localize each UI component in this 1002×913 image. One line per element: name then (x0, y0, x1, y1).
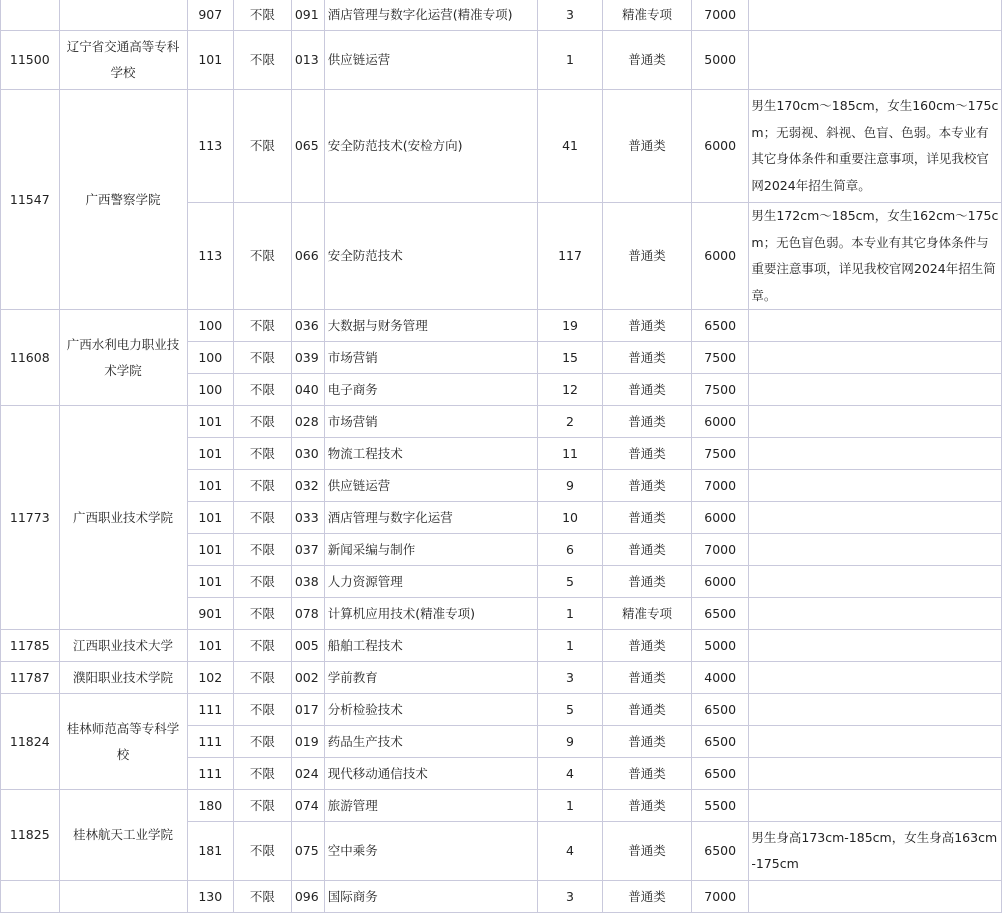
school-name (59, 0, 187, 31)
plan-type: 普通类 (603, 203, 692, 310)
plan-type: 普通类 (603, 881, 692, 913)
major-name: 学前教育 (324, 662, 537, 694)
major-name: 大数据与财务管理 (324, 310, 537, 342)
major-name: 安全防范技术(安检方向) (324, 90, 537, 203)
major-code: 078 (291, 598, 324, 630)
plan-type: 普通类 (603, 726, 692, 758)
plan-count: 12 (538, 374, 603, 406)
subject-requirement: 不限 (233, 790, 291, 822)
tuition-fee: 4000 (692, 662, 749, 694)
major-name: 供应链运营 (324, 470, 537, 502)
school-name: 江西职业技术大学 (59, 630, 187, 662)
plan-count: 41 (538, 90, 603, 203)
remarks (749, 31, 1002, 90)
plan-count: 4 (538, 758, 603, 790)
plan-count: 1 (538, 790, 603, 822)
subject-requirement: 不限 (233, 726, 291, 758)
major-name: 酒店管理与数字化运营(精准专项) (324, 0, 537, 31)
tuition-fee: 7500 (692, 438, 749, 470)
subject-requirement: 不限 (233, 310, 291, 342)
subject-requirement: 不限 (233, 438, 291, 470)
group-code: 907 (187, 0, 233, 31)
group-code: 901 (187, 598, 233, 630)
table-row (1, 90, 1002, 203)
major-code: 017 (291, 694, 324, 726)
plan-count: 15 (538, 342, 603, 374)
plan-type: 普通类 (603, 374, 692, 406)
table-row (1, 790, 1002, 822)
school-name: 濮阳职业技术学院 (59, 662, 187, 694)
plan-type: 普通类 (603, 31, 692, 90)
major-name: 计算机应用技术(精准专项) (324, 598, 537, 630)
group-code: 111 (187, 694, 233, 726)
plan-count: 1 (538, 31, 603, 90)
plan-count: 117 (538, 203, 603, 310)
tuition-fee: 6500 (692, 694, 749, 726)
remarks (749, 758, 1002, 790)
tuition-fee: 6000 (692, 566, 749, 598)
school-code: 11500 (1, 31, 60, 90)
remarks: 男生身高173cm-185cm，女生身高163cm-175cm (749, 822, 1002, 881)
tuition-fee: 6000 (692, 90, 749, 203)
tuition-fee: 5000 (692, 630, 749, 662)
plan-count: 4 (538, 822, 603, 881)
subject-requirement: 不限 (233, 534, 291, 566)
remarks (749, 406, 1002, 438)
group-code: 101 (187, 566, 233, 598)
table-row (1, 881, 1002, 913)
plan-type: 普通类 (603, 90, 692, 203)
school-code: 11785 (1, 630, 60, 662)
tuition-fee: 6000 (692, 203, 749, 310)
remarks (749, 662, 1002, 694)
subject-requirement: 不限 (233, 31, 291, 90)
plan-count: 3 (538, 662, 603, 694)
school-code: 11824 (1, 694, 60, 790)
remarks (749, 342, 1002, 374)
major-name: 电子商务 (324, 374, 537, 406)
remarks (749, 438, 1002, 470)
plan-count: 11 (538, 438, 603, 470)
school-code: 11787 (1, 662, 60, 694)
group-code: 130 (187, 881, 233, 913)
group-code: 111 (187, 726, 233, 758)
plan-count: 3 (538, 0, 603, 31)
school-code: 11773 (1, 406, 60, 630)
tuition-fee: 6500 (692, 598, 749, 630)
subject-requirement: 不限 (233, 758, 291, 790)
plan-count: 2 (538, 406, 603, 438)
remarks (749, 0, 1002, 31)
plan-type: 普通类 (603, 566, 692, 598)
plan-count: 5 (538, 566, 603, 598)
major-code: 038 (291, 566, 324, 598)
school-code: 11825 (1, 790, 60, 881)
major-code: 075 (291, 822, 324, 881)
group-code: 101 (187, 470, 233, 502)
subject-requirement: 不限 (233, 203, 291, 310)
subject-requirement: 不限 (233, 630, 291, 662)
subject-requirement: 不限 (233, 598, 291, 630)
group-code: 101 (187, 438, 233, 470)
major-code: 024 (291, 758, 324, 790)
table-row (1, 694, 1002, 726)
table-body (1, 0, 1002, 913)
major-code: 096 (291, 881, 324, 913)
major-name: 分析检验技术 (324, 694, 537, 726)
major-name: 市场营销 (324, 342, 537, 374)
table-row (1, 310, 1002, 342)
subject-requirement: 不限 (233, 502, 291, 534)
group-code: 102 (187, 662, 233, 694)
subject-requirement: 不限 (233, 470, 291, 502)
plan-type: 普通类 (603, 822, 692, 881)
subject-requirement: 不限 (233, 342, 291, 374)
school-name: 桂林航天工业学院 (59, 790, 187, 881)
table-row (1, 31, 1002, 90)
major-name: 现代移动通信技术 (324, 758, 537, 790)
school-name: 辽宁省交通高等专科学校 (59, 31, 187, 90)
remarks (749, 726, 1002, 758)
subject-requirement: 不限 (233, 566, 291, 598)
major-name: 安全防范技术 (324, 203, 537, 310)
major-name: 国际商务 (324, 881, 537, 913)
school-name: 桂林师范高等专科学校 (59, 694, 187, 790)
tuition-fee: 5500 (692, 790, 749, 822)
subject-requirement: 不限 (233, 0, 291, 31)
plan-type: 普通类 (603, 342, 692, 374)
remarks (749, 534, 1002, 566)
table-row (1, 630, 1002, 662)
plan-count: 19 (538, 310, 603, 342)
subject-requirement: 不限 (233, 406, 291, 438)
group-code: 113 (187, 90, 233, 203)
group-code: 101 (187, 406, 233, 438)
table-row (1, 0, 1002, 31)
tuition-fee: 7000 (692, 881, 749, 913)
remarks (749, 310, 1002, 342)
major-name: 新闻采编与制作 (324, 534, 537, 566)
plan-type: 普通类 (603, 534, 692, 566)
major-code: 091 (291, 0, 324, 31)
group-code: 101 (187, 31, 233, 90)
group-code: 111 (187, 758, 233, 790)
tuition-fee: 6500 (692, 310, 749, 342)
subject-requirement: 不限 (233, 662, 291, 694)
remarks (749, 630, 1002, 662)
tuition-fee: 7500 (692, 342, 749, 374)
major-code: 074 (291, 790, 324, 822)
school-name: 广西水利电力职业技术学院 (59, 310, 187, 406)
school-name (59, 881, 187, 913)
remarks (749, 502, 1002, 534)
tuition-fee: 7000 (692, 0, 749, 31)
plan-type: 精准专项 (603, 598, 692, 630)
school-name: 广西警察学院 (59, 90, 187, 310)
plan-type: 普通类 (603, 470, 692, 502)
school-name: 广西职业技术学院 (59, 406, 187, 630)
plan-count: 3 (538, 881, 603, 913)
major-code: 037 (291, 534, 324, 566)
major-code: 028 (291, 406, 324, 438)
plan-type: 普通类 (603, 662, 692, 694)
major-code: 030 (291, 438, 324, 470)
plan-count: 6 (538, 534, 603, 566)
major-code: 002 (291, 662, 324, 694)
table-row (1, 406, 1002, 438)
major-code: 013 (291, 31, 324, 90)
major-code: 036 (291, 310, 324, 342)
remarks (749, 881, 1002, 913)
subject-requirement: 不限 (233, 374, 291, 406)
major-code: 033 (291, 502, 324, 534)
tuition-fee: 5000 (692, 31, 749, 90)
major-code: 032 (291, 470, 324, 502)
tuition-fee: 6500 (692, 822, 749, 881)
subject-requirement: 不限 (233, 881, 291, 913)
table-row (1, 662, 1002, 694)
tuition-fee: 7000 (692, 534, 749, 566)
tuition-fee: 7500 (692, 374, 749, 406)
plan-type: 精准专项 (603, 0, 692, 31)
remarks (749, 566, 1002, 598)
group-code: 101 (187, 502, 233, 534)
group-code: 100 (187, 374, 233, 406)
group-code: 101 (187, 534, 233, 566)
plan-type: 普通类 (603, 438, 692, 470)
remarks (749, 374, 1002, 406)
tuition-fee: 7000 (692, 470, 749, 502)
tuition-fee: 6500 (692, 726, 749, 758)
major-name: 供应链运营 (324, 31, 537, 90)
school-code (1, 881, 60, 913)
remarks (749, 470, 1002, 502)
major-name: 药品生产技术 (324, 726, 537, 758)
major-name: 旅游管理 (324, 790, 537, 822)
major-name: 空中乘务 (324, 822, 537, 881)
plan-count: 1 (538, 630, 603, 662)
major-name: 船舶工程技术 (324, 630, 537, 662)
subject-requirement: 不限 (233, 694, 291, 726)
subject-requirement: 不限 (233, 822, 291, 881)
major-name: 人力资源管理 (324, 566, 537, 598)
tuition-fee: 6000 (692, 406, 749, 438)
plan-count: 1 (538, 598, 603, 630)
remarks: 男生170cm～185cm，女生160cm～175cm；无弱视、斜视、色盲、色弱。本专业有其它身体条件和重要注意事项，详见我校官网2024年招生简章。 (749, 90, 1002, 203)
major-code: 066 (291, 203, 324, 310)
remarks (749, 598, 1002, 630)
major-code: 040 (291, 374, 324, 406)
school-code: 11547 (1, 90, 60, 310)
plan-type: 普通类 (603, 630, 692, 662)
plan-type: 普通类 (603, 310, 692, 342)
plan-type: 普通类 (603, 790, 692, 822)
group-code: 181 (187, 822, 233, 881)
group-code: 100 (187, 342, 233, 374)
plan-type: 普通类 (603, 406, 692, 438)
remarks: 男生172cm～185cm，女生162cm～175cm；无色盲色弱。本专业有其它身体条件与重要注意事项，详见我校官网2024年招生简章。 (749, 203, 1002, 310)
major-code: 065 (291, 90, 324, 203)
major-code: 039 (291, 342, 324, 374)
remarks (749, 790, 1002, 822)
group-code: 101 (187, 630, 233, 662)
school-code (1, 0, 60, 31)
plan-type: 普通类 (603, 758, 692, 790)
tuition-fee: 6500 (692, 758, 749, 790)
remarks (749, 694, 1002, 726)
group-code: 100 (187, 310, 233, 342)
major-name: 物流工程技术 (324, 438, 537, 470)
major-code: 005 (291, 630, 324, 662)
plan-count: 9 (538, 470, 603, 502)
plan-count: 5 (538, 694, 603, 726)
school-code: 11608 (1, 310, 60, 406)
plan-type: 普通类 (603, 502, 692, 534)
plan-count: 9 (538, 726, 603, 758)
plan-type: 普通类 (603, 694, 692, 726)
group-code: 113 (187, 203, 233, 310)
plan-count: 10 (538, 502, 603, 534)
group-code: 180 (187, 790, 233, 822)
subject-requirement: 不限 (233, 90, 291, 203)
major-name: 酒店管理与数字化运营 (324, 502, 537, 534)
tuition-fee: 6000 (692, 502, 749, 534)
major-code: 019 (291, 726, 324, 758)
major-name: 市场营销 (324, 406, 537, 438)
